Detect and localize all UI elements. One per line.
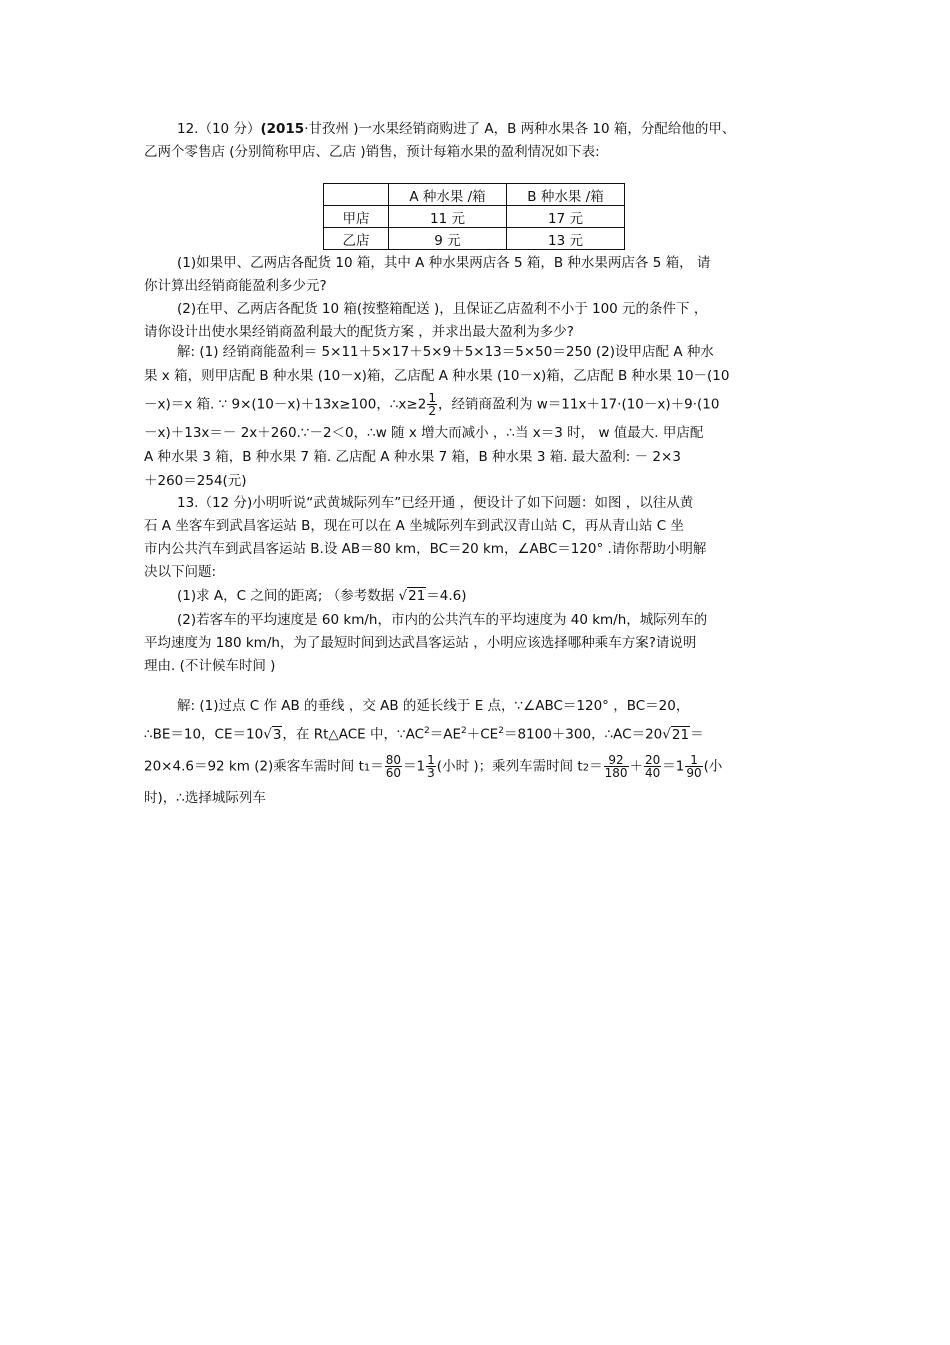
- q12-part2-line1: (2)在甲、乙两店各配货 10 箱(按整箱配送 )，且保证乙店盈利不小于 100 元的条件下 ，: [177, 301, 708, 317]
- q12-solution-line2: 果 x 箱，则甲店配 B 种水果 (10－x)箱，乙店配 A 种水果 (10－x)箱，乙店配 B 种水果 10－(10: [144, 368, 730, 384]
- q12-part1-line2: 你计算出经销商能盈利多少元?: [144, 278, 327, 294]
- q13-solution-line3: 20×4.6＝92 km (2)乘客车需时间 t1＝ $\frac{80}{60}$ ＝1 $\frac{1}{3}$ (小时 )；乘列车需时间 t2＝ $\frac{92}{180}$ ＋ $\frac{20}{40}$ ＝1 $\frac{1}{90}$ (小: [144, 752, 723, 780]
- q13-line2: 石 A 坐客车到武昌客运站 B，现在可以在 A 坐城际列车到武汉青山站 C，再从青山站 C 坐: [144, 518, 684, 534]
- q12-year: (2015: [260, 121, 305, 137]
- q12-stem: [144, 118, 814, 164]
- q13-line3: 市内公共汽车到武昌客运站 B.设 AB＝80 km，BC＝20 km，∠ABC＝120° .请你帮助小明解: [144, 541, 707, 557]
- table-cell: 17 元: [507, 206, 625, 228]
- table-header-cell: B 种水果 /箱: [507, 184, 625, 206]
- q13-line1: 13.（12 分)小明听说“武黄城际列车”已经开通 ，便设计了如下问题：如图 ，以往从黄: [177, 495, 694, 511]
- q12-part2-line2: 请你设计出使水果经销商盈利最大的配货方案 ，并求出最大盈利为多少?: [144, 324, 574, 340]
- q13-part1: [144, 585, 814, 608]
- q13-solution-line2: ∴BE＝10，CE＝10√3，在 Rt△ACE 中，$\because AC^2=AE^2+CE^2=8100+300$，∴AC＝20√21＝: [144, 726, 704, 743]
- q13-stem: [144, 492, 814, 584]
- fraction: $\frac{80}{60}$: [385, 752, 402, 780]
- table-header-row: [324, 184, 625, 206]
- q12-solution-line5: A 种水果 3 箱，B 种水果 7 箱. 乙店配 A 种水果 7 箱，B 种水果 3 箱. 最大盈利: － 2×3: [144, 449, 681, 465]
- table-cell: 乙店: [324, 228, 389, 250]
- fraction: $\frac{1}{90}$: [686, 752, 702, 780]
- q13-line4: 决以下问题:: [144, 564, 217, 580]
- q12-solution-line6: ＋260＝254(元): [144, 473, 247, 489]
- q12-part1-line1: (1)如果甲、乙两店各配货 10 箱，其中 A 种水果两店各 5 箱，B 种水果两店各 5 箱， 请: [177, 255, 711, 271]
- table-cell: 9 元: [389, 228, 507, 250]
- q12-line1: 12.（10 分）(2015·甘孜州 )一水果经销商购进了 A，B 两种水果各 10 箱，分配给他的甲、: [177, 121, 736, 137]
- table-row: [324, 228, 625, 250]
- q13-part2: [144, 609, 814, 678]
- fraction: $\frac{1}{2}$: [428, 391, 436, 418]
- table-header-cell: [324, 184, 389, 206]
- q12-part2: [144, 298, 814, 344]
- table-header-cell: A 种水果 /箱: [389, 184, 507, 206]
- table-cell: 甲店: [324, 206, 389, 228]
- q12-solution: [144, 340, 814, 493]
- profit-table: [323, 183, 625, 250]
- table-cell: 13 元: [507, 228, 625, 250]
- fraction: $\frac{20}{40}$: [645, 752, 661, 780]
- q12-solution-line1: 解: (1) 经销商能盈利＝ 5×11＋5×17＋5×9＋5×13＝5×50＝250 (2)设甲店配 A 种水: [177, 344, 714, 360]
- q13-solution-line1: 解: (1)过点 C 作 AB 的垂线 ，交 AB 的延长线于 E 点，∵∠ABC＝120° ，BC＝20，: [177, 698, 690, 714]
- q13-part2-line2: 平均速度为 180 km/h，为了最短时间到达武昌客运站 ，小明应该选择哪种乘车方案?请说明: [144, 635, 697, 651]
- q13-part2-line3: 理由. (不计候车时间 ): [144, 658, 276, 674]
- fraction: $\frac{1}{3}$: [427, 752, 435, 780]
- q13-solution-line4: 时)，∴选择城际列车: [144, 790, 266, 806]
- q12-line2: 乙两个零售店 (分别简称甲店、乙店 )销售，预计每箱水果的盈利情况如下表:: [144, 144, 600, 160]
- fraction: $\frac{92}{180}$: [604, 752, 628, 780]
- q13-part2-line1: (2)若客车的平均速度是 60 km/h，市内的公共汽车的平均速度为 40 km/h，城际列车的: [177, 612, 708, 628]
- table-row: [324, 206, 625, 228]
- table-cell: 11 元: [389, 206, 507, 228]
- q12-solution-line4: －x)＋13x＝－ 2x＋260.∵－2＜0，∴w 随 x 增大而减小 ，∴当 x＝3 时， w 值最大. 甲店配: [144, 425, 704, 441]
- q12-part1: [144, 252, 814, 298]
- q13-part1-line: (1)求 A，C 之间的距离; （参考数据 √21＝4.6): [177, 588, 467, 604]
- q13-solution: [144, 694, 814, 811]
- q12-solution-line3: －x)＝x 箱. ∵ 9×(10－x)＋13x≥100，∴x≥2 $\frac{1}{2}$ ，经销商盈利为 w＝11x＋17·(10－x)＋9·(10: [144, 391, 720, 418]
